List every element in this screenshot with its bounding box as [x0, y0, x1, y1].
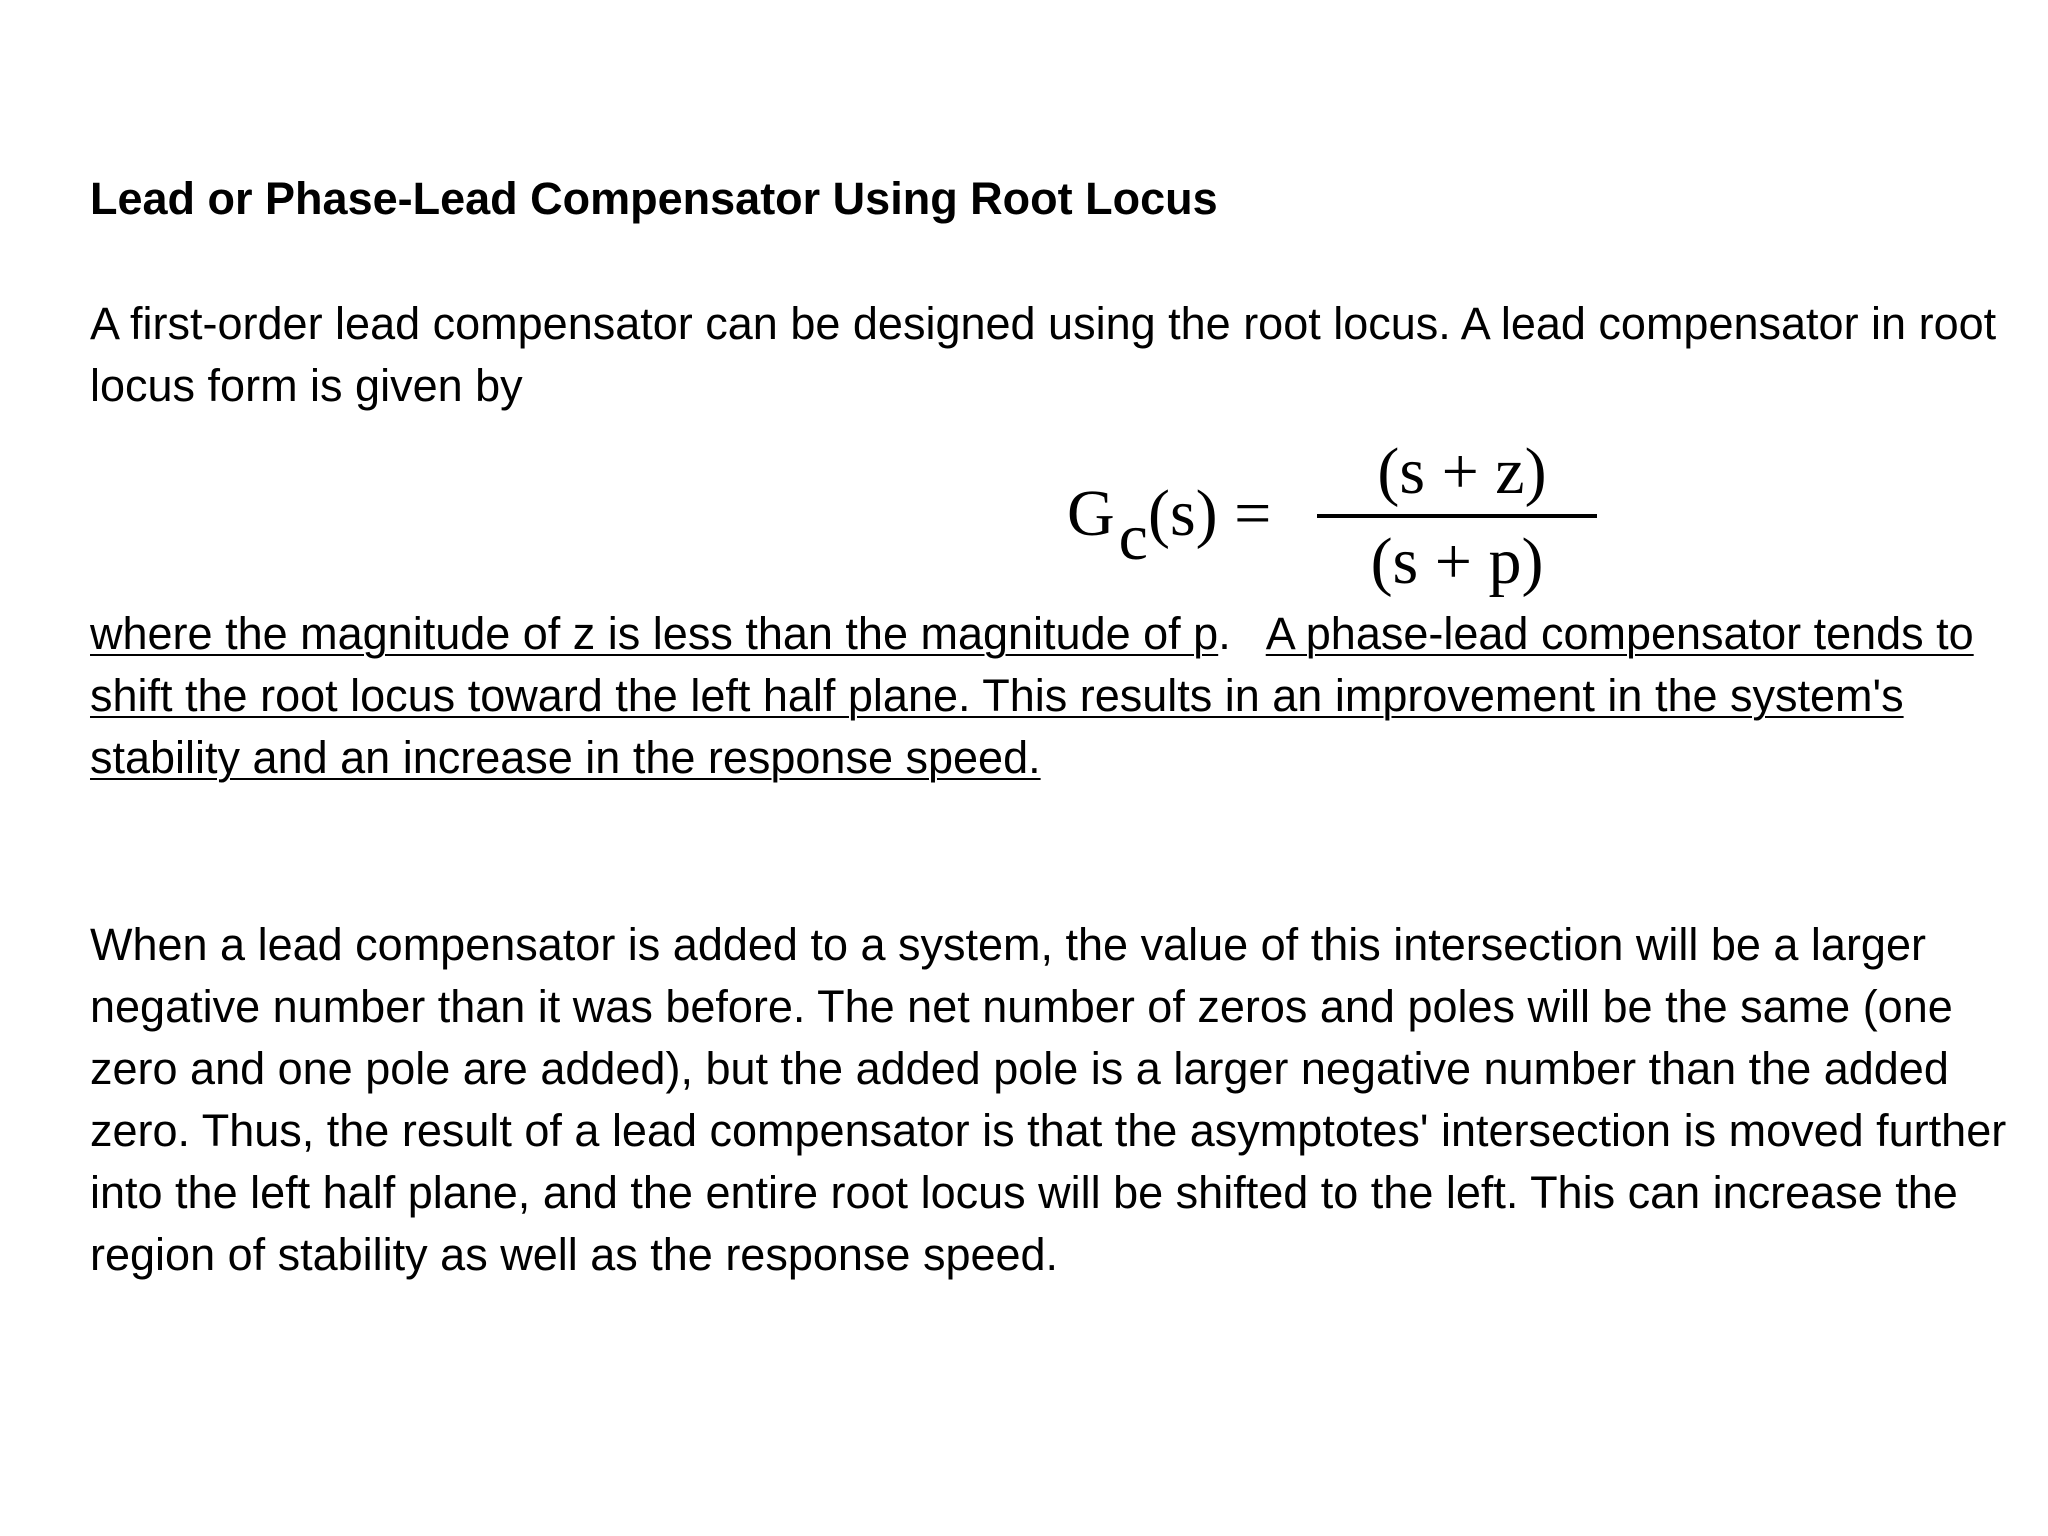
condition-paragraph	[90, 603, 2010, 789]
formula-numerator: (s + z)	[1377, 435, 1547, 508]
fraction-bar	[1317, 514, 1597, 518]
formula-denominator: (s + p)	[1370, 525, 1544, 598]
condition-sentence: where the magnitude of z is less than the magnitude of p	[90, 608, 1219, 659]
condition-period: .	[1218, 608, 1231, 659]
effect-sentence: A phase-lead compensator tends to shift the root locus toward the left half plane. This results in an improvement in the system's stability and an increase in the response speed.	[90, 608, 1974, 783]
formula-lhs	[1067, 474, 1272, 574]
formula-subscript: c	[1118, 501, 1148, 574]
formula-function-name: G	[1067, 477, 1119, 550]
formula-argument: (s)	[1147, 477, 1218, 550]
slide-title: Lead or Phase-Lead Compensator Using Root Locus	[90, 173, 1218, 224]
explanation-paragraph: When a lead compensator is added to a system, the value of this intersection will be a larger negative number than it was before. The net number of zeros and poles will be the same (one zero and one pole are added), but the added pole is a larger negative number than the added zero. Thus, the result of a lead compensator is that the asymptotes' intersection is moved further into the left half plane, and the entire root locus will be shifted to the left. This can increase the region of stability as well as the response speed.	[90, 919, 2007, 1280]
formula-equals: =	[1234, 477, 1272, 550]
lead-compensator-formula	[1055, 432, 1555, 612]
intro-paragraph: A first-order lead compensator can be designed using the root locus. A lead compensator in root locus form is given by	[90, 298, 1997, 411]
formula-fraction	[1317, 432, 1597, 602]
